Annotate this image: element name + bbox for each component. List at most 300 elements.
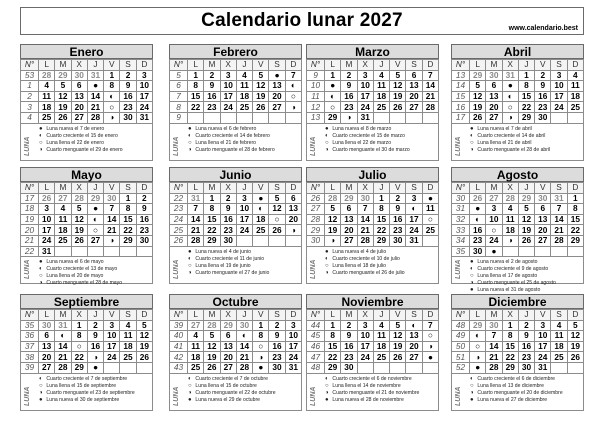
month-table: [306, 182, 439, 247]
day-cell: 29: [325, 112, 341, 123]
day-cell: 10: [551, 81, 567, 92]
month-table: [169, 182, 302, 247]
day-cell: 25: [39, 112, 55, 123]
moon-note-text: Luna nueva el 4 de julio: [331, 248, 387, 255]
day-cell: 19: [325, 225, 341, 236]
moon-note-text: Cuarto menguante el 28 de febrero: [194, 146, 275, 153]
moon-phase-last-icon: ◑: [325, 235, 341, 246]
moon-new-icon: ●: [325, 248, 329, 255]
moon-note: [39, 273, 152, 280]
weekday-header: V: [390, 60, 406, 71]
day-cell: 28: [71, 193, 87, 204]
weekday-header: V: [390, 183, 406, 194]
day-cell: 30: [341, 362, 357, 373]
moon-phase-first-icon: ◐: [285, 81, 301, 92]
day-cell: 30: [120, 112, 136, 123]
day-cell: 6: [341, 204, 357, 215]
moon-phase-notes: [20, 124, 153, 161]
day-cell: 7: [104, 204, 120, 215]
moon-note-text: Luna nueva el 31 de agosto: [476, 287, 541, 294]
weekday-header: J: [87, 60, 103, 71]
day-cell: 25: [567, 102, 583, 113]
weekday-header: L: [39, 310, 55, 321]
day-cell: 23: [341, 352, 357, 363]
month-table: [20, 182, 153, 257]
moon-last-icon: ◑: [325, 146, 329, 153]
moon-note: [188, 140, 301, 147]
moon-new-icon: ●: [470, 259, 474, 266]
week-number: 51: [452, 352, 470, 363]
moon-new-icon: ●: [470, 287, 474, 294]
moon-note: [39, 147, 152, 154]
day-cell: 27: [188, 320, 204, 331]
moon-last-icon: ◑: [470, 280, 474, 287]
weekday-header: X: [71, 60, 87, 71]
day-cell: 16: [269, 341, 285, 352]
month-name: Julio: [306, 167, 439, 182]
week-number: 24: [170, 214, 188, 225]
week-number: 5: [170, 70, 188, 81]
day-cell: 7: [285, 70, 301, 81]
day-cell: 2: [390, 193, 406, 204]
moon-note-text: Luna llena el 18 de julio: [331, 262, 386, 269]
day-cell: 17: [39, 225, 55, 236]
moon-note: [325, 390, 438, 397]
moon-phase-full-icon: ○: [87, 225, 103, 236]
moon-phase-first-icon: ◐: [502, 91, 518, 102]
day-cell: 22: [502, 352, 518, 363]
day-cell: 2: [341, 320, 357, 331]
day-cell: 27: [220, 362, 236, 373]
day-cell: 24: [357, 102, 373, 113]
moon-phase-full-icon: ○: [486, 225, 502, 236]
weekday-header: S: [406, 60, 422, 71]
day-cell: 3: [357, 320, 373, 331]
day-cell: 2: [518, 320, 534, 331]
day-cell: 20: [71, 102, 87, 113]
moon-note: [39, 383, 152, 390]
day-cell: 16: [136, 214, 152, 225]
moon-phase-notes: [306, 124, 439, 161]
day-cell: 4: [120, 320, 136, 331]
day-cell: 11: [188, 341, 204, 352]
day-cell: 31: [502, 70, 518, 81]
day-cell: 21: [551, 225, 567, 236]
moon-phase-new-icon: ●: [422, 352, 438, 363]
day-cell: 13: [39, 341, 55, 352]
day-cell: 12: [390, 81, 406, 92]
moon-note-text: Luna llena el 17 de agosto: [476, 273, 538, 280]
day-cell: 20: [39, 352, 55, 363]
weekday-header: X: [71, 310, 87, 321]
weekday-header: L: [188, 60, 204, 71]
month-julio: [306, 167, 439, 279]
month-marzo: [306, 44, 439, 156]
day-cell: 14: [236, 341, 252, 352]
day-cell: 13: [535, 214, 551, 225]
moon-phase-first-icon: ◐: [236, 331, 252, 342]
moon-note-text: Luna nueva el 30 de septiembre: [45, 396, 120, 403]
day-cell: 23: [470, 235, 486, 246]
day-cell: 2: [120, 70, 136, 81]
day-cell: 29: [502, 362, 518, 373]
day-cell: 28: [486, 362, 502, 373]
moon-note: [470, 397, 583, 404]
week-number: 22: [170, 193, 188, 204]
day-cell: 12: [253, 81, 269, 92]
moon-note: [39, 259, 152, 266]
day-cell: 12: [55, 91, 71, 102]
day-cell: 4: [502, 204, 518, 215]
week-number: 44: [307, 320, 325, 331]
weekday-header: J: [87, 310, 103, 321]
day-cell: 21: [188, 225, 204, 236]
day-cell: 21: [104, 225, 120, 236]
day-cell: 28: [55, 362, 71, 373]
day-cell: 24: [406, 225, 422, 236]
day-cell: 29: [120, 235, 136, 246]
day-cell: 30: [486, 320, 502, 331]
day-cell: 24: [104, 352, 120, 363]
empty-cell: [253, 112, 269, 123]
site-url[interactable]: www.calendario.best: [508, 25, 578, 32]
moon-phase-new-icon: ●: [422, 193, 438, 204]
day-cell: 8: [120, 204, 136, 215]
day-cell: 30: [220, 235, 236, 246]
weekday-header: L: [39, 60, 55, 71]
day-cell: 8: [104, 81, 120, 92]
weekday-header: M: [486, 60, 502, 71]
month-table: [20, 59, 153, 124]
day-cell: 6: [535, 204, 551, 215]
day-cell: 18: [373, 91, 389, 102]
moon-phase-notes: [169, 124, 302, 161]
month-name: Mayo: [20, 167, 153, 182]
day-cell: 27: [341, 235, 357, 246]
day-cell: 1: [204, 193, 220, 204]
day-cell: 19: [567, 341, 583, 352]
moon-note-text: Cuarto menguante el 27 de junio: [194, 269, 270, 276]
week-number: 40: [170, 331, 188, 342]
day-cell: 24: [39, 235, 55, 246]
day-cell: 13: [406, 81, 422, 92]
day-cell: 27: [39, 362, 55, 373]
day-cell: 31: [406, 235, 422, 246]
moon-note-text: Luna nueva el 27 de diciembre: [476, 396, 548, 403]
day-cell: 19: [204, 352, 220, 363]
month-table: [169, 59, 302, 124]
moon-note: [39, 397, 152, 404]
day-cell: 31: [535, 362, 551, 373]
empty-cell: [136, 246, 152, 257]
weekday-header: X: [220, 60, 236, 71]
day-cell: 4: [188, 331, 204, 342]
day-cell: 13: [285, 204, 301, 215]
day-cell: 2: [136, 193, 152, 204]
day-cell: 23: [518, 352, 534, 363]
day-cell: 3: [220, 70, 236, 81]
day-cell: 31: [39, 246, 55, 257]
day-cell: 17: [406, 214, 422, 225]
moon-note-text: Cuarto creciente el 6 de noviembre: [331, 375, 412, 382]
moon-note-text: Cuarto creciente el 9 de agosto: [476, 266, 549, 273]
moon-note-text: Cuarto menguante el 25 de agosto: [476, 280, 556, 287]
week-number: 25: [170, 225, 188, 236]
moon-note-text: Cuarto menguante el 21 de noviembre: [331, 389, 420, 396]
day-cell: 25: [373, 352, 389, 363]
moon-new-icon: ●: [188, 125, 192, 132]
moon-new-icon: ●: [39, 259, 43, 266]
weekday-header: J: [373, 183, 389, 194]
empty-cell: [236, 112, 252, 123]
day-cell: 3: [486, 204, 502, 215]
week-number: 39: [170, 320, 188, 331]
day-cell: 11: [373, 81, 389, 92]
luna-label: LUNA: [24, 259, 31, 280]
day-cell: 5: [470, 81, 486, 92]
empty-cell: [104, 362, 120, 373]
day-cell: 30: [104, 193, 120, 204]
day-cell: 28: [204, 320, 220, 331]
day-cell: 26: [71, 235, 87, 246]
day-cell: 3: [406, 193, 422, 204]
moon-last-icon: ◑: [325, 389, 329, 396]
weekday-header: D: [136, 60, 152, 71]
week-number: 31: [452, 204, 470, 215]
week-number-header: N°: [21, 310, 39, 321]
day-cell: 5: [390, 320, 406, 331]
moon-note-text: Cuarto menguante el 30 de marzo: [331, 146, 410, 153]
day-cell: 5: [204, 331, 220, 342]
day-cell: 24: [136, 102, 152, 113]
day-cell: 10: [136, 81, 152, 92]
week-number: 37: [21, 341, 39, 352]
moon-note: [325, 147, 438, 154]
luna-label: LUNA: [455, 259, 462, 280]
weekday-header: V: [253, 310, 269, 321]
moon-note: [325, 133, 438, 140]
week-number-header: N°: [170, 310, 188, 321]
day-cell: 31: [357, 112, 373, 123]
moon-phase-new-icon: ●: [502, 81, 518, 92]
week-number: 52: [452, 362, 470, 373]
day-cell: 18: [253, 214, 269, 225]
day-cell: 12: [567, 331, 583, 342]
day-cell: 23: [269, 352, 285, 363]
empty-cell: [406, 362, 422, 373]
day-cell: 5: [325, 204, 341, 215]
day-cell: 24: [486, 235, 502, 246]
day-cell: 18: [188, 352, 204, 363]
moon-note-text: Luna llena el 21 de abril: [476, 139, 532, 146]
weekday-header: D: [422, 310, 438, 321]
day-cell: 10: [104, 331, 120, 342]
luna-label: LUNA: [455, 136, 462, 156]
day-cell: 1: [373, 193, 389, 204]
day-cell: 28: [551, 235, 567, 246]
day-cell: 1: [502, 320, 518, 331]
moon-phase-last-icon: ◑: [253, 352, 269, 363]
day-cell: 12: [269, 204, 285, 215]
weekday-header: X: [502, 60, 518, 71]
empty-cell: [285, 235, 301, 246]
day-cell: 27: [55, 193, 71, 204]
day-cell: 28: [188, 235, 204, 246]
luna-label: LUNA: [173, 259, 180, 279]
day-cell: 28: [236, 362, 252, 373]
day-cell: 12: [390, 331, 406, 342]
empty-cell: [551, 362, 567, 373]
weekday-header: M: [341, 183, 357, 194]
day-cell: 23: [120, 102, 136, 113]
moon-note-text: Luna nueva el 28 de noviembre: [331, 396, 404, 403]
luna-label: LUNA: [455, 386, 462, 406]
day-cell: 27: [535, 235, 551, 246]
weekday-header: V: [104, 183, 120, 194]
month-name: Junio: [169, 167, 302, 182]
day-cell: 2: [535, 70, 551, 81]
day-cell: 20: [406, 91, 422, 102]
day-cell: 26: [518, 235, 534, 246]
month-agosto: [451, 167, 584, 294]
moon-new-icon: ●: [470, 396, 474, 403]
day-cell: 2: [87, 320, 103, 331]
moon-full-icon: ○: [188, 262, 192, 269]
weekday-header: X: [357, 183, 373, 194]
day-cell: 6: [39, 331, 55, 342]
day-cell: 23: [136, 225, 152, 236]
moon-phase-new-icon: ●: [253, 362, 269, 373]
weekday-header: V: [104, 310, 120, 321]
moon-phase-full-icon: ○: [253, 341, 269, 352]
moon-first-icon: ◐: [39, 375, 43, 382]
day-cell: 25: [422, 225, 438, 236]
weekday-header: D: [136, 183, 152, 194]
weekday-header: V: [535, 310, 551, 321]
moon-note-text: Cuarto creciente el 13 de mayo: [45, 266, 118, 273]
day-cell: 31: [87, 70, 103, 81]
empty-cell: [136, 362, 152, 373]
weekday-header: S: [551, 60, 567, 71]
week-number-header: N°: [307, 310, 325, 321]
weekday-header: D: [422, 60, 438, 71]
day-cell: 8: [567, 204, 583, 215]
moon-note-text: Luna nueva el 6 de mayo: [45, 259, 104, 266]
day-cell: 27: [486, 193, 502, 204]
day-cell: 28: [87, 112, 103, 123]
day-cell: 30: [535, 193, 551, 204]
day-cell: 27: [71, 112, 87, 123]
weekday-header: S: [120, 183, 136, 194]
moon-full-icon: ○: [470, 139, 474, 146]
week-number: 38: [21, 352, 39, 363]
moon-note-text: Cuarto creciente el 10 de julio: [331, 255, 400, 262]
day-cell: 3: [136, 70, 152, 81]
month-name: Marzo: [306, 44, 439, 59]
day-cell: 13: [341, 214, 357, 225]
day-cell: 7: [357, 204, 373, 215]
empty-cell: [551, 112, 567, 123]
week-number: 19: [21, 214, 39, 225]
day-cell: 29: [204, 235, 220, 246]
moon-first-icon: ◐: [188, 375, 192, 382]
weekday-header: M: [204, 183, 220, 194]
day-cell: 5: [71, 204, 87, 215]
day-cell: 19: [136, 341, 152, 352]
day-cell: 11: [55, 214, 71, 225]
day-cell: 1: [253, 320, 269, 331]
day-cell: 19: [55, 102, 71, 113]
moon-phase-last-icon: ◑: [341, 112, 357, 123]
week-number: 30: [307, 235, 325, 246]
moon-last-icon: ◑: [39, 389, 43, 396]
weekday-header: D: [285, 183, 301, 194]
weekday-header: X: [71, 183, 87, 194]
weekday-header: J: [373, 60, 389, 71]
moon-phase-new-icon: ●: [325, 81, 341, 92]
moon-phase-last-icon: ◑: [87, 352, 103, 363]
day-cell: 1: [518, 70, 534, 81]
luna-label: LUNA: [24, 386, 31, 406]
weekday-header: M: [341, 60, 357, 71]
moon-first-icon: ◐: [470, 375, 474, 382]
day-cell: 24: [535, 352, 551, 363]
month-table: [306, 309, 439, 374]
moon-note: [188, 249, 301, 256]
moon-phase-notes: [451, 374, 584, 411]
moon-note-text: Luna nueva el 6 de febrero: [194, 125, 257, 132]
weekday-header: J: [87, 183, 103, 194]
day-cell: 28: [502, 193, 518, 204]
day-cell: 6: [71, 81, 87, 92]
day-cell: 26: [39, 193, 55, 204]
moon-note: [325, 256, 438, 263]
day-cell: 8: [71, 331, 87, 342]
day-cell: 29: [220, 320, 236, 331]
moon-note: [188, 133, 301, 140]
empty-cell: [518, 246, 534, 257]
week-number: 34: [452, 235, 470, 246]
moon-phase-notes: [20, 257, 153, 287]
moon-phase-full-icon: ○: [470, 341, 486, 352]
moon-note: [39, 280, 152, 287]
luna-label: LUNA: [310, 136, 317, 156]
week-number: 15: [452, 91, 470, 102]
empty-cell: [390, 362, 406, 373]
week-number: 45: [307, 331, 325, 342]
weekday-header: S: [551, 310, 567, 321]
day-cell: 19: [71, 225, 87, 236]
day-cell: 30: [357, 193, 373, 204]
moon-phase-new-icon: ●: [269, 70, 285, 81]
day-cell: 25: [236, 102, 252, 113]
day-cell: 1: [188, 70, 204, 81]
moon-note: [39, 266, 152, 273]
day-cell: 20: [535, 225, 551, 236]
day-cell: 18: [567, 91, 583, 102]
month-name: Diciembre: [451, 294, 584, 309]
day-cell: 23: [390, 225, 406, 236]
moon-last-icon: ◑: [188, 146, 192, 153]
week-number: 22: [21, 246, 39, 257]
week-number-header: N°: [452, 60, 470, 71]
moon-note-text: Luna llena el 21 de febrero: [194, 139, 257, 146]
day-cell: 1: [567, 193, 583, 204]
weekday-header: M: [204, 310, 220, 321]
day-cell: 17: [357, 341, 373, 352]
week-number-header: N°: [307, 60, 325, 71]
moon-phase-new-icon: ●: [87, 81, 103, 92]
